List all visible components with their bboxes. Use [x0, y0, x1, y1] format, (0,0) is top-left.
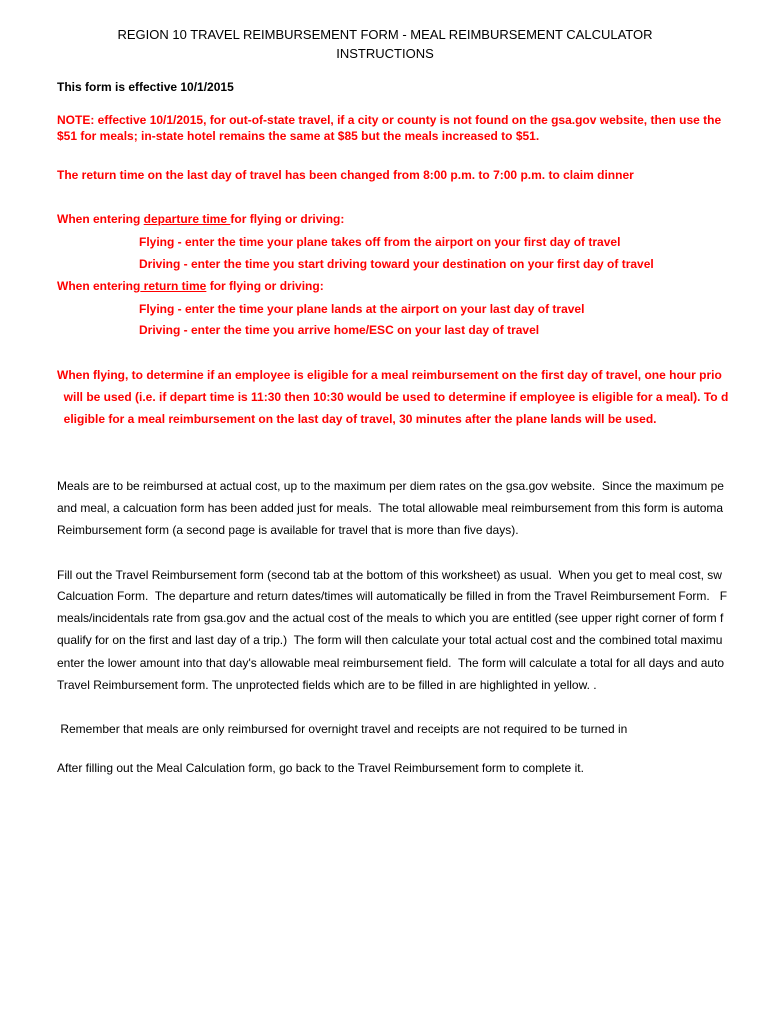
- flying-eligibility-line-2: will be used (i.e. if depart time is 11:30 then 10:30 would be used to determine if employee is eligible for a meal). To d: [57, 390, 729, 404]
- flying-eligibility-line-3: eligible for a meal reimbursement on the last day of travel, 30 minutes after the plane lands will be used.: [57, 412, 657, 426]
- after-note: After filling out the Meal Calculation form, go back to the Travel Reimbursement form to complete it.: [57, 761, 584, 775]
- departure-driving: Driving - enter the time you start driving toward your destination on your first day of travel: [139, 257, 654, 271]
- note-line-1: NOTE: effective 10/1/2015, for out-of-state travel, if a city or county is not found on the gsa.gov website, then use the: [57, 113, 722, 127]
- return-heading-prefix: When entering: [57, 279, 141, 293]
- fill-paragraph-line-5: enter the lower amount into that day's allowable meal reimbursement field. The form will calculate a total for all days and auto: [57, 656, 725, 670]
- page-title: REGION 10 TRAVEL REIMBURSEMENT FORM - MEAL REIMBURSEMENT CALCULATOR: [117, 27, 653, 42]
- flying-eligibility-line-1: When flying, to determine if an employee is eligible for a meal reimbursement on the first day of travel, one hour prio: [57, 368, 722, 382]
- return-flying: Flying - enter the time your plane lands at the airport on your last day of travel: [139, 302, 585, 316]
- meals-paragraph-line-2: and meal, a calcuation form has been added just for meals. The total allowable meal reimbursement from this form is automa: [57, 501, 724, 515]
- departure-heading-prefix: When entering: [57, 212, 144, 226]
- note-line-2: $51 for meals; in-state hotel remains the same at $85 but the meals increased to $51.: [57, 129, 540, 143]
- return-time-note: The return time on the last day of travel has been changed from 8:00 p.m. to 7:00 p.m. to claim dinner: [57, 168, 634, 182]
- fill-paragraph-line-4: qualify for on the first and last day of a trip.) The form will then calculate your total actual cost and the combined total maximu: [57, 633, 723, 647]
- return-heading-suffix: for flying or driving:: [206, 279, 324, 293]
- departure-heading: [57, 212, 344, 226]
- fill-paragraph-line-6: Travel Reimbursement form. The unprotected fields which are to be filled in are highlighted in yellow. .: [57, 678, 597, 692]
- return-heading: [57, 279, 324, 293]
- fill-paragraph-line-1: Fill out the Travel Reimbursement form (second tab at the bottom of this worksheet) as usual. When you get to meal cost, sw: [57, 568, 722, 582]
- departure-time-label: departure time: [143, 212, 231, 226]
- remember-note: Remember that meals are only reimbursed for overnight travel and receipts are not required to be turned in: [57, 722, 628, 736]
- effective-date: This form is effective 10/1/2015: [57, 80, 234, 94]
- departure-flying: Flying - enter the time your plane takes off from the airport on your first day of travel: [139, 235, 621, 249]
- departure-heading-suffix: for flying or driving:: [230, 212, 345, 226]
- meals-paragraph-line-1: Meals are to be reimbursed at actual cost, up to the maximum per diem rates on the gsa.gov website. Since the maximum pe: [57, 479, 724, 493]
- meals-paragraph-line-3: Reimbursement form (a second page is available for travel that is more than five days).: [57, 523, 519, 537]
- return-time-label: return time: [140, 279, 207, 293]
- fill-paragraph-line-3: meals/incidentals rate from gsa.gov and the actual cost of the meals to which you are entitled (see upper right corner of form f: [57, 611, 724, 625]
- page-subtitle: INSTRUCTIONS: [336, 46, 434, 61]
- return-driving: Driving - enter the time you arrive home/ESC on your last day of travel: [139, 323, 540, 337]
- fill-paragraph-line-2: Calcuation Form. The departure and return dates/times will automatically be filled in from the Travel Reimbursement Form. F: [57, 589, 728, 603]
